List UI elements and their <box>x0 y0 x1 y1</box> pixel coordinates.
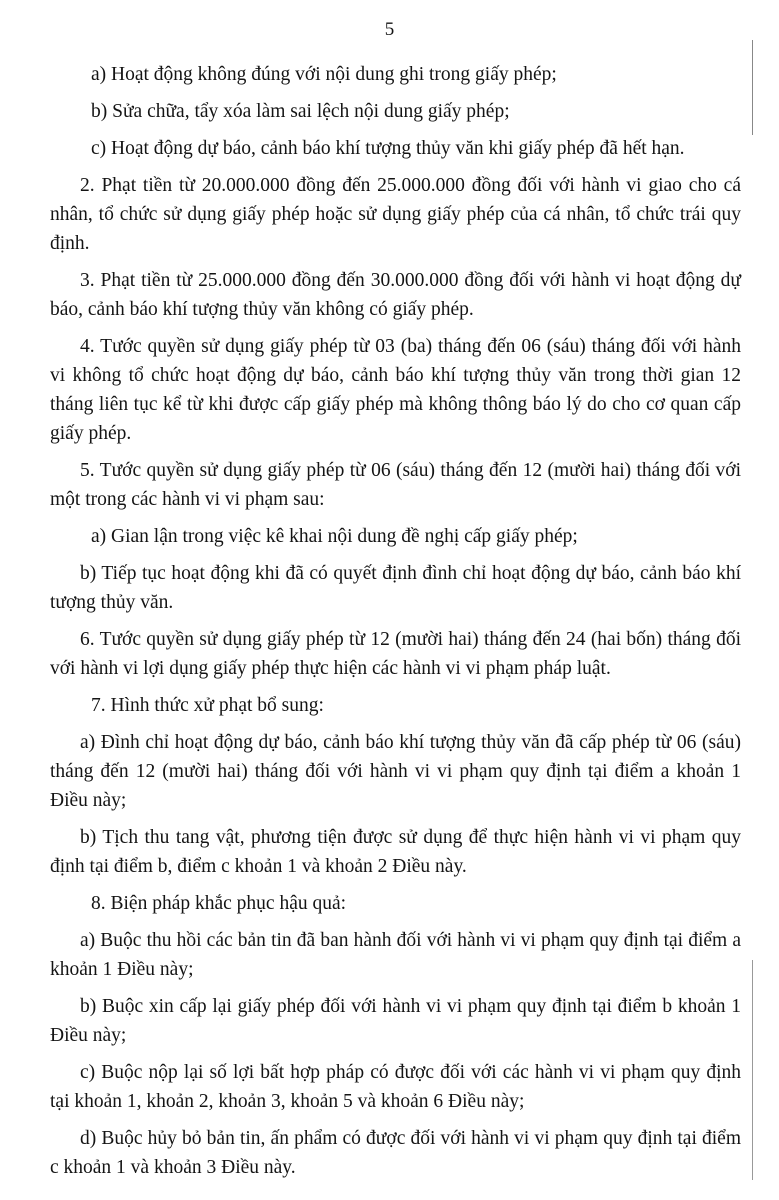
document-body <box>50 60 741 1190</box>
paragraph-1a: a) Hoạt động không đúng với nội dung ghi trong giấy phép; <box>91 64 557 85</box>
paragraph-8a: a) Buộc thu hồi các bản tin đã ban hành đối với hành vi vi phạm quy định tại điểm a khoản 1 Điều này; <box>50 930 741 980</box>
paragraph-5b: b) Tiếp tục hoạt động khi đã có quyết định đình chỉ hoạt động dự báo, cảnh báo khí tượng thủy văn. <box>50 563 741 613</box>
scan-mark-top <box>752 40 753 135</box>
page-number: 5 <box>384 19 395 40</box>
paragraph-8c: c) Buộc nộp lại số lợi bất hợp pháp có được đối với các hành vi vi phạm quy định tại khoản 1, khoản 2, khoản 3, khoản 5 và khoản 6 Điều này; <box>50 1062 741 1112</box>
paragraph-8b: b) Buộc xin cấp lại giấy phép đối với hành vi vi phạm quy định tại điểm b khoản 1 Điều này; <box>50 996 741 1046</box>
paragraph-4: 4. Tước quyền sử dụng giấy phép từ 03 (ba) tháng đến 06 (sáu) tháng đối với hành vi không tổ chức hoạt động dự báo, cảnh báo khí tượng thủy văn trong thời gian 12 tháng liên tục kể từ khi được cấp giấy phép mà không thông báo lý do cho cơ quan cấp giấy phép. <box>50 336 741 444</box>
paragraph-1b: b) Sửa chữa, tẩy xóa làm sai lệch nội dung giấy phép; <box>91 101 510 122</box>
paragraph-8: 8. Biện pháp khắc phục hậu quả: <box>91 893 347 914</box>
paragraph-5a: a) Gian lận trong việc kê khai nội dung đề nghị cấp giấy phép; <box>91 526 578 547</box>
paragraph-6: 6. Tước quyền sử dụng giấy phép từ 12 (mười hai) tháng đến 24 (hai bốn) tháng đối với hành vi lợi dụng giấy phép thực hiện các hành vi vi phạm pháp luật. <box>50 629 741 679</box>
paragraph-3: 3. Phạt tiền từ 25.000.000 đồng đến 30.000.000 đồng đối với hành vi hoạt động dự báo, cảnh báo khí tượng thủy văn không có giấy phép. <box>50 270 741 320</box>
paragraph-2: 2. Phạt tiền từ 20.000.000 đồng đến 25.000.000 đồng đối với hành vi giao cho cá nhân, tổ chức sử dụng giấy phép hoặc sử dụng giấy phép của cá nhân, tổ chức trái quy định. <box>50 175 741 254</box>
paragraph-7a: a) Đình chỉ hoạt động dự báo, cảnh báo khí tượng thủy văn đã cấp phép từ 06 (sáu) tháng đến 12 (mười hai) tháng đối với hành vi vi phạm quy định tại điểm a khoản 1 Điều này; <box>50 732 741 811</box>
paragraph-5: 5. Tước quyền sử dụng giấy phép từ 06 (sáu) tháng đến 12 (mười hai) tháng đối với một trong các hành vi vi phạm sau: <box>50 460 741 510</box>
paragraph-7: 7. Hình thức xử phạt bổ sung: <box>91 695 324 716</box>
paragraph-7b: b) Tịch thu tang vật, phương tiện được sử dụng để thực hiện hành vi vi phạm quy định tại điểm b, điểm c khoản 1 và khoản 2 Điều này. <box>50 827 741 877</box>
paragraph-8d: d) Buộc hủy bỏ bản tin, ấn phẩm có được đối với hành vi vi phạm quy định tại điểm c khoản 1 và khoản 3 Điều này. <box>50 1128 741 1178</box>
paragraph-1c: c) Hoạt động dự báo, cảnh báo khí tượng thủy văn khi giấy phép đã hết hạn. <box>91 138 685 159</box>
scan-mark-bottom <box>752 960 753 1180</box>
